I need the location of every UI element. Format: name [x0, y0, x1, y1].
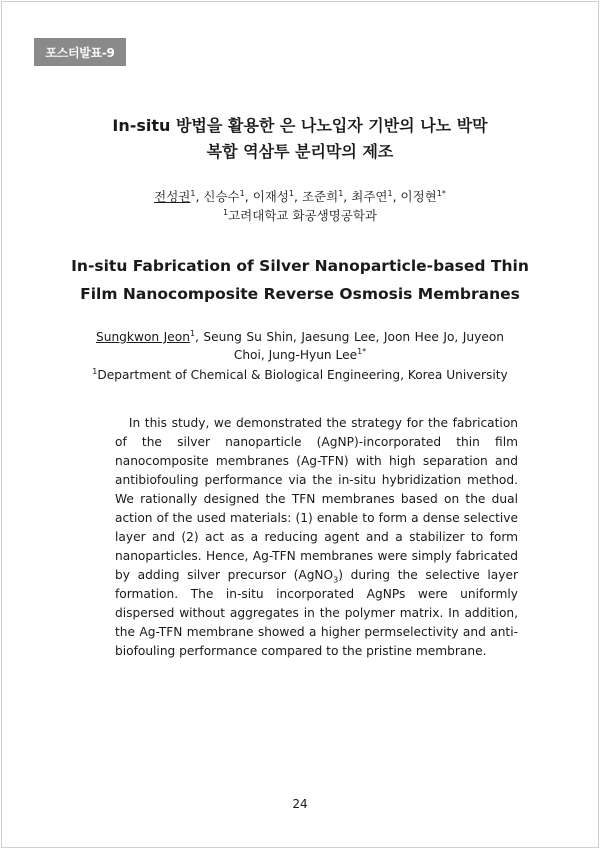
english-title-line-1: In-situ Fabrication of Silver Nanoparticle-based Thin — [71, 257, 529, 275]
english-affiliation — [0, 366, 600, 384]
abstract-body — [115, 414, 518, 661]
korean-author-separator: , — [195, 189, 204, 204]
korean-affiliation-text: 고려대학교 화공생명공학과 — [228, 208, 377, 223]
korean-affiliation-sup: 1 — [223, 207, 229, 217]
session-badge: 포스터발표-9 — [34, 38, 126, 66]
korean-author-sup: 1 — [239, 188, 245, 198]
english-author-list — [96, 328, 504, 364]
presenting-author-sup: 1 — [189, 328, 196, 338]
korean-author-sup: 1 — [288, 188, 295, 198]
korean-author-name: 조준희 — [301, 189, 339, 204]
english-title — [0, 252, 600, 308]
korean-author-name: 전성권 — [154, 189, 191, 204]
english-affiliation-text: Department of Chemical & Biological Engineering, Korea University — [97, 368, 508, 382]
korean-author-separator: , — [343, 189, 352, 204]
abstract-text-part-1: In this study, we demonstrated the strategy for the fabrication of the silver nanoparticle (AgNP)-incorporated thin film nanocomposite membranes (Ag-TFN) with high separation and antibiofouling performance via the in-situ hybridization method. We rationally designed the TFN membranes based on the dual action of the used materials: (1) enable to form a dense selective layer and (2) act as a reducing agent and a stabilizer to form nanoparticles. Hence, Ag-TFN membranes were simply fabricated by adding silver precursor (AgNO — [115, 416, 518, 582]
korean-affiliation — [0, 207, 600, 225]
presenting-author-name: Sungkwon Jeon — [96, 330, 190, 344]
english-title-line-2: Film Nanocomposite Reverse Osmosis Membranes — [80, 285, 520, 303]
korean-author-sup: 1 — [338, 188, 344, 198]
korean-author-name: 이재성 — [252, 189, 289, 204]
korean-author-name: 신승수 — [203, 189, 240, 204]
nitrate-subscript: 3 — [333, 575, 339, 585]
co-author-names: , Seung Su Shin, Jaesung Lee, Joon Hee Jo, Juyeon Choi, Jung-Hyun Lee — [195, 330, 505, 362]
korean-author-sup: 1 — [190, 188, 196, 198]
korean-title — [0, 113, 600, 165]
korean-author-sup: 1 — [387, 188, 393, 198]
korean-title-line-1: In-situ 방법을 활용한 은 나노입자 기반의 나노 박막 — [112, 116, 488, 135]
korean-title-line-2: 복합 역삼투 분리막의 제조 — [206, 142, 394, 161]
korean-author-name: 이정현 — [400, 189, 437, 204]
korean-author-name: 최주연 — [351, 189, 388, 204]
corresponding-author-sup: 1* — [357, 346, 367, 356]
korean-author-separator: , — [244, 189, 253, 204]
korean-author-list — [0, 188, 600, 206]
english-affiliation-sup: 1 — [92, 366, 98, 376]
korean-author-separator: , — [392, 189, 401, 204]
page-number: 24 — [292, 797, 308, 811]
korean-author-separator: , — [294, 189, 302, 204]
abstract-text-part-2: ) during the selective layer formation. The in-situ incorporated AgNPs were uniformly dispersed without aggregates in the polymer matrix. In addition, the Ag-TFN membrane showed a higher permselectivity and anti-biofouling performance compared to the pristine membrane. — [115, 568, 518, 658]
korean-author-sup: 1* — [436, 188, 446, 198]
